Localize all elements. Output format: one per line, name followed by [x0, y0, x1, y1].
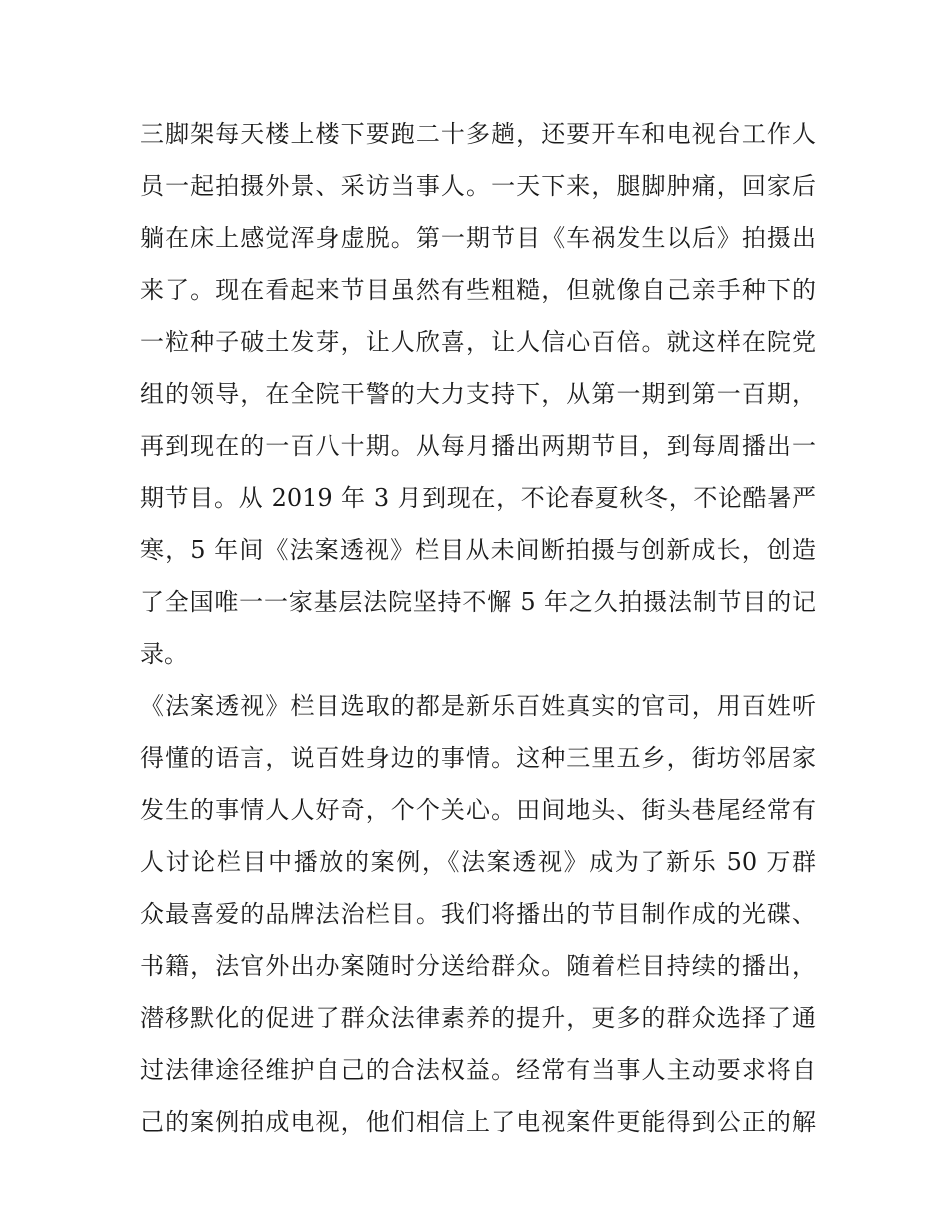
text-line: 寒，5 年间《法案透视》栏目从未间断拍摄与创新成长，创造	[140, 536, 816, 564]
text-line: 己的案例拍成电视，他们相信上了电视案件更能得到公正的解	[140, 1108, 816, 1136]
text-line: 一粒种子破土发芽，让人欣喜，让人信心百倍。就这样在院党	[140, 328, 816, 356]
body-text	[140, 108, 816, 1148]
text-line: 了全国唯一一家基层法院坚持不懈 5 年之久拍摄法制节目的记	[140, 588, 816, 616]
text-line: 发生的事情人人好奇，个个关心。田间地头、街头巷尾经常有	[140, 796, 816, 824]
text-line: 三脚架每天楼上楼下要跑二十多趟，还要开车和电视台工作人	[140, 120, 816, 148]
text-line: 潜移默化的促进了群众法律素养的提升，更多的群众选择了通	[140, 1004, 816, 1032]
text-line: 人讨论栏目中播放的案例，《法案透视》成为了新乐 50 万群	[140, 848, 816, 876]
text-line: 员一起拍摄外景、采访当事人。一天下来，腿脚肿痛，回家后	[140, 172, 816, 200]
text-line: 得懂的语言，说百姓身边的事情。这种三里五乡，街坊邻居家	[140, 744, 816, 772]
text-line: 过法律途径维护自己的合法权益。经常有当事人主动要求将自	[140, 1056, 816, 1084]
paragraph-2	[140, 680, 816, 1148]
text-line: 书籍，法官外出办案随时分送给群众。随着栏目持续的播出，	[140, 952, 816, 980]
text-line: 《法案透视》栏目选取的都是新乐百姓真实的官司，用百姓听	[140, 692, 816, 720]
text-line: 躺在床上感觉浑身虚脱。第一期节目《车祸发生以后》拍摄出	[140, 224, 816, 252]
text-line: 众最喜爱的品牌法治栏目。我们将播出的节目制作成的光碟、	[140, 900, 816, 928]
text-line: 来了。现在看起来节目虽然有些粗糙，但就像自己亲手种下的	[140, 276, 816, 304]
paragraph-1	[140, 108, 816, 680]
text-line: 组的领导，在全院干警的大力支持下，从第一期到第一百期，	[140, 380, 816, 408]
text-line: 录。	[140, 640, 188, 668]
text-line: 再到现在的一百八十期。从每月播出两期节目，到每周播出一	[140, 432, 816, 460]
text-line: 期节目。从 2019 年 3 月到现在，不论春夏秋冬，不论酷暑严	[140, 484, 816, 512]
